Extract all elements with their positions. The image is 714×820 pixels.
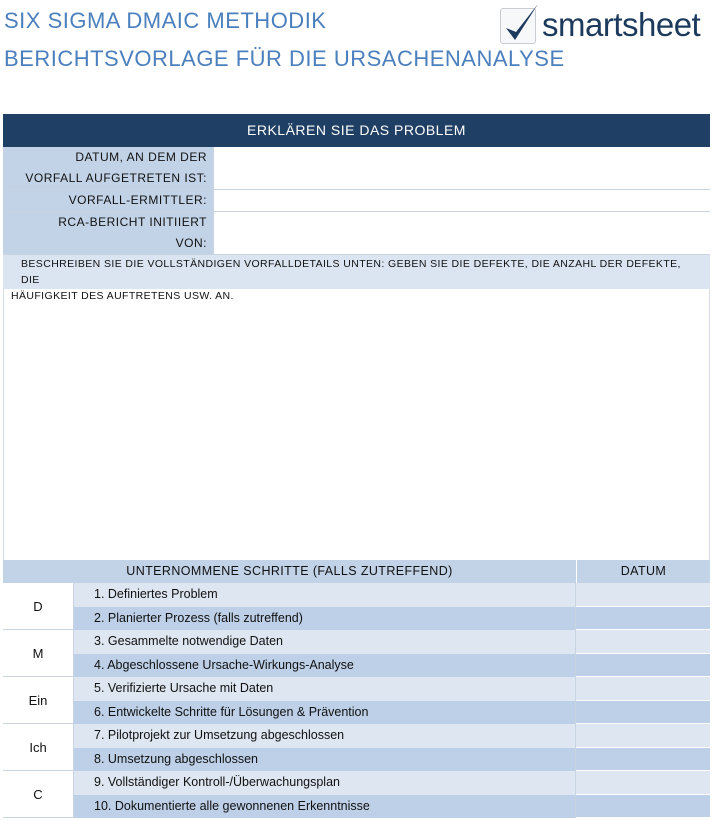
step-date-field[interactable] xyxy=(576,771,710,795)
step-label: 5. Verifizierte Ursache mit Daten xyxy=(73,677,576,701)
step-row xyxy=(73,630,710,654)
step-label: 8. Umsetzung abgeschlossen xyxy=(73,748,576,772)
step-date-field[interactable] xyxy=(576,677,710,701)
step-date-field[interactable] xyxy=(576,795,710,819)
steps-table xyxy=(3,583,710,818)
step-date-field[interactable] xyxy=(576,583,710,607)
step-label: 1. Definiertes Problem xyxy=(73,583,576,607)
step-items xyxy=(73,583,710,818)
problem-heading: ERKLÄREN SIE DAS PROBLEM xyxy=(3,114,710,147)
checkmark-icon xyxy=(496,2,544,50)
rca-initiated-label: RCA-BERICHT INITIIERT VON: xyxy=(3,212,214,254)
smartsheet-logo xyxy=(496,2,712,50)
investigator-row xyxy=(3,190,710,212)
step-date-field[interactable] xyxy=(576,630,710,654)
step-label: 4. Abgeschlossene Ursache-Wirkungs-Analyse xyxy=(73,654,576,678)
step-date-field[interactable] xyxy=(576,701,710,725)
step-label: 7. Pilotprojekt zur Umsetzung abgeschlossen xyxy=(73,724,576,748)
phase-letter: D xyxy=(3,583,73,630)
description-instructions: BESCHREIBEN SIE DIE VOLLSTÄNDIGEN VORFALLDETAILS UNTEN: GEBEN SIE DIE DEFEKTE, DIE ANZAHL DER DEFEKTE, DIE HÄUFIGKEIT DES AUFTRETENS USW. AN. xyxy=(3,255,710,289)
step-row xyxy=(73,607,710,631)
step-row xyxy=(73,701,710,725)
dmaic-letters xyxy=(3,583,73,818)
phase-letter: M xyxy=(3,630,73,677)
step-row xyxy=(73,748,710,772)
steps-header-label: UNTERNOMMENE SCHRITTE (FALLS ZUTREFFEND) xyxy=(3,560,577,583)
steps-header xyxy=(3,560,710,583)
step-row xyxy=(73,677,710,701)
step-row xyxy=(73,724,710,748)
incident-date-label: DATUM, AN DEM DER VORFALL AUFGETRETEN IST: xyxy=(3,147,214,189)
investigator-label: VORFALL-ERMITTLER: xyxy=(3,190,214,211)
step-label: 3. Gesammelte notwendige Daten xyxy=(73,630,576,654)
document-subtitle: BERICHTSVORLAGE FÜR DIE URSACHENANALYSE xyxy=(4,46,565,71)
document-title: SIX SIGMA DMAIC METHODIK xyxy=(4,8,327,33)
step-label: 6. Entwickelte Schritte für Lösungen & Prävention xyxy=(73,701,576,725)
incident-date-row xyxy=(3,147,710,190)
step-row xyxy=(73,771,710,795)
rca-initiated-field[interactable] xyxy=(214,212,710,254)
incident-date-field[interactable] xyxy=(214,147,710,189)
step-row xyxy=(73,795,710,819)
rca-initiated-row xyxy=(3,212,710,255)
phase-letter: C xyxy=(3,771,73,818)
step-label: 9. Vollständiger Kontroll-/Überwachungsplan xyxy=(73,771,576,795)
phase-letter: Ich xyxy=(3,724,73,771)
step-label: 10. Dokumentierte alle gewonnenen Erkenntnisse xyxy=(73,795,576,819)
logo-text: smartsheet xyxy=(542,6,701,43)
investigator-field[interactable] xyxy=(214,190,710,211)
step-row xyxy=(73,654,710,678)
rca-form xyxy=(3,114,710,818)
step-label: 2. Planierter Prozess (falls zutreffend) xyxy=(73,607,576,631)
step-date-field[interactable] xyxy=(576,607,710,631)
incident-details-area[interactable] xyxy=(3,289,710,560)
step-row xyxy=(73,583,710,607)
step-date-field[interactable] xyxy=(576,724,710,748)
step-date-field[interactable] xyxy=(576,654,710,678)
date-header-label: DATUM xyxy=(620,564,667,578)
phase-letter: Ein xyxy=(3,677,73,724)
step-date-field[interactable] xyxy=(576,748,710,772)
